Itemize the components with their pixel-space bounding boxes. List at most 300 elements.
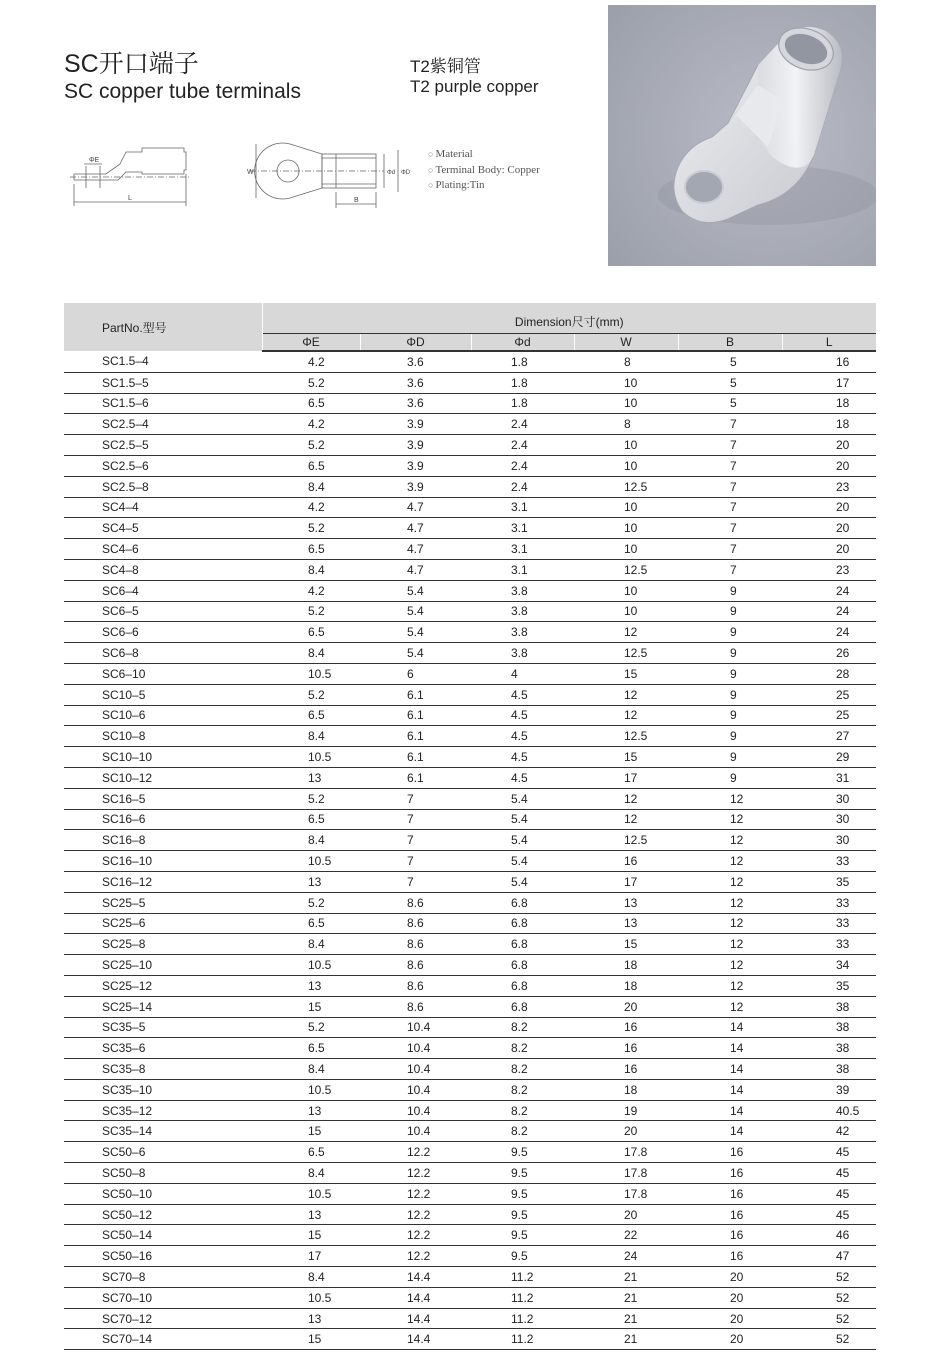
table-row <box>64 455 876 476</box>
dimension-cell: 18 <box>574 955 678 976</box>
dimension-cell: 12.5 <box>574 559 678 580</box>
dimension-cell: 7 <box>360 830 471 851</box>
note-material: ○ Material <box>428 147 540 163</box>
dimension-cell: 7 <box>678 414 782 435</box>
table-row <box>64 539 876 560</box>
dimension-cell: 6.8 <box>471 996 574 1017</box>
dimension-cell: 13 <box>262 1308 360 1329</box>
table-row <box>64 1267 876 1288</box>
table-row <box>64 1287 876 1308</box>
dimension-cell: 6.5 <box>262 913 360 934</box>
dimension-cell: 9.5 <box>471 1204 574 1225</box>
part-number-cell: SC35–14 <box>64 1121 262 1142</box>
dimension-cell: 13 <box>262 1204 360 1225</box>
part-number-cell: SC6–10 <box>64 663 262 684</box>
dimension-cell: 52 <box>782 1267 876 1288</box>
dimension-cell: 2.4 <box>471 414 574 435</box>
dimension-cell: 9.5 <box>471 1163 574 1184</box>
material-notes <box>428 147 540 194</box>
table-row <box>64 705 876 726</box>
dimension-cell: 24 <box>782 601 876 622</box>
dimension-cell: 20 <box>678 1329 782 1350</box>
dimension-cell: 4.5 <box>471 705 574 726</box>
table-row <box>64 726 876 747</box>
part-number-cell: SC50–10 <box>64 1183 262 1204</box>
dimension-cell: 8.2 <box>471 1059 574 1080</box>
table-row <box>64 1183 876 1204</box>
dimension-cell: 3.1 <box>471 539 574 560</box>
dimension-cell: 12 <box>678 934 782 955</box>
dimension-cell: 10 <box>574 539 678 560</box>
dimension-cell: 6.5 <box>262 622 360 643</box>
dimension-cell: 14.4 <box>360 1308 471 1329</box>
dimension-cell: 33 <box>782 913 876 934</box>
table-row <box>64 892 876 913</box>
dimension-cell: 4.5 <box>471 747 574 768</box>
dimension-cell: 52 <box>782 1308 876 1329</box>
dimension-cell: 16 <box>678 1163 782 1184</box>
dimension-cell: 9.5 <box>471 1142 574 1163</box>
table-row <box>64 996 876 1017</box>
dimension-cell: 14 <box>678 1100 782 1121</box>
part-number-cell: SC2.5–4 <box>64 414 262 435</box>
dimension-cell: 6.1 <box>360 767 471 788</box>
table-row <box>64 622 876 643</box>
dimension-cell: 3.9 <box>360 435 471 456</box>
dimension-cell: 13 <box>262 871 360 892</box>
table-row <box>64 1017 876 1038</box>
dimension-cell: 3.9 <box>360 455 471 476</box>
dimension-cell: 26 <box>782 643 876 664</box>
table-row <box>64 851 876 872</box>
dimension-cell: 4.5 <box>471 726 574 747</box>
dimension-cell: 4.2 <box>262 414 360 435</box>
table-row <box>64 1308 876 1329</box>
table-row <box>64 1225 876 1246</box>
part-number-cell: SC10–6 <box>64 705 262 726</box>
dimension-cell: 5.2 <box>262 892 360 913</box>
dimension-cell: 33 <box>782 851 876 872</box>
dimension-cell: 3.8 <box>471 580 574 601</box>
dimension-cell: 5.2 <box>262 372 360 393</box>
dimension-cell: 17.8 <box>574 1142 678 1163</box>
dimension-cell: 7 <box>678 539 782 560</box>
table-row <box>64 601 876 622</box>
material-label-chinese: T2紫铜管 <box>410 57 481 76</box>
dimension-cell: 15 <box>262 1121 360 1142</box>
dimension-cell: 6.5 <box>262 705 360 726</box>
dimension-cell: 25 <box>782 705 876 726</box>
dimension-cell: 8.6 <box>360 934 471 955</box>
part-number-cell: SC25–8 <box>64 934 262 955</box>
dimension-cell: 8.4 <box>262 726 360 747</box>
table-row <box>64 580 876 601</box>
dimension-cell: 14 <box>678 1038 782 1059</box>
dimension-cell: 12 <box>678 830 782 851</box>
dimension-cell: 6.8 <box>471 975 574 996</box>
col-header-b: B <box>678 334 782 352</box>
part-number-cell: SC2.5–6 <box>64 455 262 476</box>
dimension-cell: 8 <box>574 351 678 372</box>
dimension-cell: 15 <box>262 1329 360 1350</box>
dimension-cell: 20 <box>782 539 876 560</box>
table-row <box>64 414 876 435</box>
dimension-cell: 7 <box>360 851 471 872</box>
dimension-cell: 6.5 <box>262 455 360 476</box>
dimension-cell: 7 <box>678 497 782 518</box>
dimension-cell: 9 <box>678 601 782 622</box>
dimension-cell: 5.4 <box>360 580 471 601</box>
dimension-cell: 15 <box>574 934 678 955</box>
dimension-cell: 5.2 <box>262 1017 360 1038</box>
col-header-e: ΦE <box>262 334 360 352</box>
dimension-cell: 40.5 <box>782 1100 876 1121</box>
part-number-cell: SC2.5–5 <box>64 435 262 456</box>
part-number-cell: SC4–6 <box>64 539 262 560</box>
dimension-cell: 12 <box>678 913 782 934</box>
table-row <box>64 1079 876 1100</box>
part-number-cell: SC16–10 <box>64 851 262 872</box>
dimension-cell: 4.7 <box>360 518 471 539</box>
col-header-d: Φd <box>471 334 574 352</box>
dimension-cell: 18 <box>782 414 876 435</box>
dimension-cell: 10.5 <box>262 955 360 976</box>
dimension-cell: 9 <box>678 622 782 643</box>
dimension-cell: 14 <box>678 1017 782 1038</box>
dimension-cell: 20 <box>782 518 876 539</box>
dimension-cell: 1.8 <box>471 351 574 372</box>
dimension-cell: 3.8 <box>471 643 574 664</box>
part-number-cell: SC35–8 <box>64 1059 262 1080</box>
dimension-cell: 10 <box>574 393 678 414</box>
dimension-cell: 3.1 <box>471 559 574 580</box>
dimension-cell: 3.9 <box>360 476 471 497</box>
dimension-cell: 30 <box>782 809 876 830</box>
table-row <box>64 372 876 393</box>
dimension-cell: 4.7 <box>360 559 471 580</box>
dimension-cell: 19 <box>574 1100 678 1121</box>
dimension-cell: 8.2 <box>471 1100 574 1121</box>
part-number-cell: SC4–8 <box>64 559 262 580</box>
col-header-w: W <box>574 334 678 352</box>
part-number-cell: SC2.5–8 <box>64 476 262 497</box>
dimension-cell: 5.2 <box>262 788 360 809</box>
dimension-cell: 3.9 <box>360 414 471 435</box>
dimension-cell: 8.4 <box>262 1163 360 1184</box>
part-number-cell: SC50–14 <box>64 1225 262 1246</box>
dimension-cell: 6.8 <box>471 892 574 913</box>
dimension-cell: 10.5 <box>262 663 360 684</box>
dimension-cell: 21 <box>574 1287 678 1308</box>
dimension-cell: 1.8 <box>471 393 574 414</box>
part-number-cell: SC6–8 <box>64 643 262 664</box>
dimension-cell: 8.4 <box>262 934 360 955</box>
part-number-cell: SC4–5 <box>64 518 262 539</box>
dimension-cell: 17 <box>262 1246 360 1267</box>
table-row <box>64 435 876 456</box>
table-row <box>64 913 876 934</box>
dimension-cell: 10.5 <box>262 1287 360 1308</box>
dimension-cell: 16 <box>574 1017 678 1038</box>
dimension-cell: 13 <box>574 892 678 913</box>
dimension-cell: 47 <box>782 1246 876 1267</box>
part-number-cell: SC70–12 <box>64 1308 262 1329</box>
dimension-cell: 34 <box>782 955 876 976</box>
dimension-cell: 38 <box>782 1017 876 1038</box>
dimension-cell: 38 <box>782 1038 876 1059</box>
dimension-cell: 12.2 <box>360 1142 471 1163</box>
dimension-cell: 8.4 <box>262 476 360 497</box>
part-number-cell: SC16–8 <box>64 830 262 851</box>
dimension-cell: 12.5 <box>574 643 678 664</box>
part-number-cell: SC25–14 <box>64 996 262 1017</box>
part-number-cell: SC6–5 <box>64 601 262 622</box>
dimension-cell: 8.2 <box>471 1038 574 1059</box>
part-number-cell: SC4–4 <box>64 497 262 518</box>
part-number-cell: SC35–5 <box>64 1017 262 1038</box>
dimension-cell: 5 <box>678 372 782 393</box>
part-number-cell: SC10–10 <box>64 747 262 768</box>
dimension-cell: 13 <box>262 975 360 996</box>
top-d-big-label: ΦD <box>401 170 411 176</box>
material-label-english: T2 purple copper <box>410 77 539 96</box>
dimension-cell: 15 <box>262 996 360 1017</box>
dimension-cell: 23 <box>782 476 876 497</box>
dimension-cell: 16 <box>678 1142 782 1163</box>
dimension-cell: 5.4 <box>471 788 574 809</box>
dimension-cell: 20 <box>678 1308 782 1329</box>
dimension-cell: 23 <box>782 559 876 580</box>
dimension-cell: 4 <box>471 663 574 684</box>
dimension-cell: 9 <box>678 643 782 664</box>
dimension-cell: 16 <box>678 1204 782 1225</box>
dimension-cell: 12.5 <box>574 830 678 851</box>
dimension-cell: 39 <box>782 1079 876 1100</box>
dimension-cell: 8.4 <box>262 643 360 664</box>
table-row <box>64 788 876 809</box>
dimension-cell: 10 <box>574 435 678 456</box>
dimension-cell: 13 <box>574 913 678 934</box>
table-row <box>64 767 876 788</box>
dimension-cell: 7 <box>360 809 471 830</box>
table-row <box>64 393 876 414</box>
dimension-cell: 16 <box>678 1183 782 1204</box>
dimension-cell: 9.5 <box>471 1246 574 1267</box>
dimension-cell: 8.6 <box>360 892 471 913</box>
dimension-cell: 9 <box>678 747 782 768</box>
dimension-cell: 6.5 <box>262 539 360 560</box>
part-number-cell: SC35–6 <box>64 1038 262 1059</box>
dimension-cell: 18 <box>574 975 678 996</box>
dimension-cell: 15 <box>574 747 678 768</box>
dimension-cell: 35 <box>782 975 876 996</box>
part-number-cell: SC70–10 <box>64 1287 262 1308</box>
part-number-cell: SC70–8 <box>64 1267 262 1288</box>
dimension-cell: 15 <box>262 1225 360 1246</box>
dimension-cell: 12.5 <box>574 476 678 497</box>
part-number-cell: SC25–12 <box>64 975 262 996</box>
table-row <box>64 747 876 768</box>
dimension-cell: 5.4 <box>360 643 471 664</box>
dimension-cell: 11.2 <box>471 1329 574 1350</box>
dimension-cell: 14.4 <box>360 1287 471 1308</box>
part-number-cell: SC6–4 <box>64 580 262 601</box>
part-number-cell: SC70–14 <box>64 1329 262 1350</box>
dimension-cell: 6.5 <box>262 1038 360 1059</box>
dimension-cell: 21 <box>574 1329 678 1350</box>
spec-table <box>64 303 876 1350</box>
dimension-cell: 6.5 <box>262 393 360 414</box>
dimension-cell: 20 <box>782 497 876 518</box>
dimension-cell: 12.5 <box>574 726 678 747</box>
dimension-cell: 38 <box>782 996 876 1017</box>
dimension-cell: 10 <box>574 455 678 476</box>
part-number-cell: SC25–5 <box>64 892 262 913</box>
dimension-cell: 9.5 <box>471 1183 574 1204</box>
dimension-cell: 6.8 <box>471 934 574 955</box>
dimension-cell: 18 <box>782 393 876 414</box>
dimension-cell: 3.8 <box>471 601 574 622</box>
dimension-cell: 6.8 <box>471 955 574 976</box>
dimension-cell: 9 <box>678 580 782 601</box>
top-b-label: B <box>354 197 359 204</box>
dimension-cell: 8.6 <box>360 975 471 996</box>
dimension-cell: 3.1 <box>471 518 574 539</box>
note-terminal-body: ○ Terminal Body: Copper <box>428 163 540 179</box>
part-number-cell: SC10–5 <box>64 684 262 705</box>
dimension-cell: 9 <box>678 767 782 788</box>
dimension-cell: 14.4 <box>360 1267 471 1288</box>
dimension-cell: 22 <box>574 1225 678 1246</box>
dimension-cell: 20 <box>678 1267 782 1288</box>
dimension-cell: 5.4 <box>360 622 471 643</box>
dimension-cell: 9 <box>678 663 782 684</box>
dimension-cell: 8.2 <box>471 1079 574 1100</box>
dimension-cell: 18 <box>574 1079 678 1100</box>
dimension-cell: 3.6 <box>360 393 471 414</box>
dimension-cell: 16 <box>782 351 876 372</box>
dimension-cell: 45 <box>782 1142 876 1163</box>
dimension-cell: 42 <box>782 1121 876 1142</box>
dimension-cell: 10.4 <box>360 1079 471 1100</box>
dimension-cell: 8.4 <box>262 1267 360 1288</box>
dimension-cell: 16 <box>678 1246 782 1267</box>
dimension-cell: 8.4 <box>262 830 360 851</box>
dimension-cell: 12 <box>678 892 782 913</box>
dimension-cell: 4.5 <box>471 767 574 788</box>
note-plating: ○ Plating:Tin <box>428 178 540 194</box>
dimension-cell: 45 <box>782 1204 876 1225</box>
dimension-cell: 3.8 <box>471 622 574 643</box>
part-number-cell: SC1.5–5 <box>64 372 262 393</box>
col-header-D: ΦD <box>360 334 471 352</box>
dimension-cell: 12 <box>678 871 782 892</box>
dimension-cell: 2.4 <box>471 435 574 456</box>
table-row <box>64 1246 876 1267</box>
dimension-cell: 24 <box>782 580 876 601</box>
spec-table-body <box>64 351 876 1350</box>
table-row <box>64 955 876 976</box>
part-number-cell: SC35–10 <box>64 1079 262 1100</box>
dimension-cell: 12 <box>678 955 782 976</box>
dimension-cell: 35 <box>782 871 876 892</box>
table-row <box>64 1121 876 1142</box>
dimension-cell: 5.4 <box>471 851 574 872</box>
part-number-cell: SC16–6 <box>64 809 262 830</box>
dimension-cell: 9.5 <box>471 1225 574 1246</box>
dimension-cell: 8 <box>574 414 678 435</box>
part-number-cell: SC25–6 <box>64 913 262 934</box>
dimension-cell: 6.1 <box>360 684 471 705</box>
part-number-cell: SC16–12 <box>64 871 262 892</box>
table-row <box>64 1059 876 1080</box>
dimension-cell: 10 <box>574 518 678 539</box>
dimension-cell: 10 <box>574 601 678 622</box>
dimension-cell: 24 <box>574 1246 678 1267</box>
dimension-cell: 12 <box>678 975 782 996</box>
dimension-cell: 46 <box>782 1225 876 1246</box>
dimension-cell: 3.1 <box>471 497 574 518</box>
dimension-cell: 14 <box>678 1121 782 1142</box>
table-row <box>64 559 876 580</box>
dimension-cell: 14 <box>678 1079 782 1100</box>
part-number-cell: SC25–10 <box>64 955 262 976</box>
dimension-cell: 12 <box>678 851 782 872</box>
dimension-cell: 15 <box>574 663 678 684</box>
dimension-cell: 5.4 <box>471 809 574 830</box>
dimension-cell: 12 <box>574 809 678 830</box>
dimension-cell: 10.5 <box>262 851 360 872</box>
dimension-cell: 5.2 <box>262 435 360 456</box>
dimension-cell: 16 <box>574 1038 678 1059</box>
dimension-cell: 6 <box>360 663 471 684</box>
dimension-cell: 8.4 <box>262 559 360 580</box>
dimension-cell: 4.5 <box>471 684 574 705</box>
part-number-cell: SC6–6 <box>64 622 262 643</box>
table-row <box>64 975 876 996</box>
dimension-cell: 4.2 <box>262 351 360 372</box>
side-l-label: L <box>128 195 132 202</box>
dimension-cell: 17.8 <box>574 1183 678 1204</box>
dimension-cell: 17.8 <box>574 1163 678 1184</box>
dimension-cell: 6.8 <box>471 913 574 934</box>
dimension-cell: 4.2 <box>262 497 360 518</box>
dimension-cell: 20 <box>574 996 678 1017</box>
dimension-cell: 5 <box>678 393 782 414</box>
dimension-cell: 12.2 <box>360 1183 471 1204</box>
dimension-cell: 38 <box>782 1059 876 1080</box>
dimension-cell: 5.4 <box>360 601 471 622</box>
dimension-cell: 21 <box>574 1267 678 1288</box>
table-row <box>64 663 876 684</box>
page-title-chinese: SC开口端子 <box>64 50 199 78</box>
dimension-cell: 2.4 <box>471 455 574 476</box>
dimension-cell: 52 <box>782 1329 876 1350</box>
dimension-cell: 10.4 <box>360 1100 471 1121</box>
dimension-cell: 31 <box>782 767 876 788</box>
table-row <box>64 1204 876 1225</box>
dimension-cell: 30 <box>782 788 876 809</box>
dimension-cell: 3.6 <box>360 372 471 393</box>
dimension-cell: 28 <box>782 663 876 684</box>
part-number-cell: SC10–8 <box>64 726 262 747</box>
dimension-cell: 8.6 <box>360 996 471 1017</box>
dimension-cell: 45 <box>782 1163 876 1184</box>
dimension-cell: 17 <box>574 767 678 788</box>
product-photo <box>608 5 876 266</box>
dimension-cell: 10.4 <box>360 1059 471 1080</box>
dimension-cell: 17 <box>574 871 678 892</box>
